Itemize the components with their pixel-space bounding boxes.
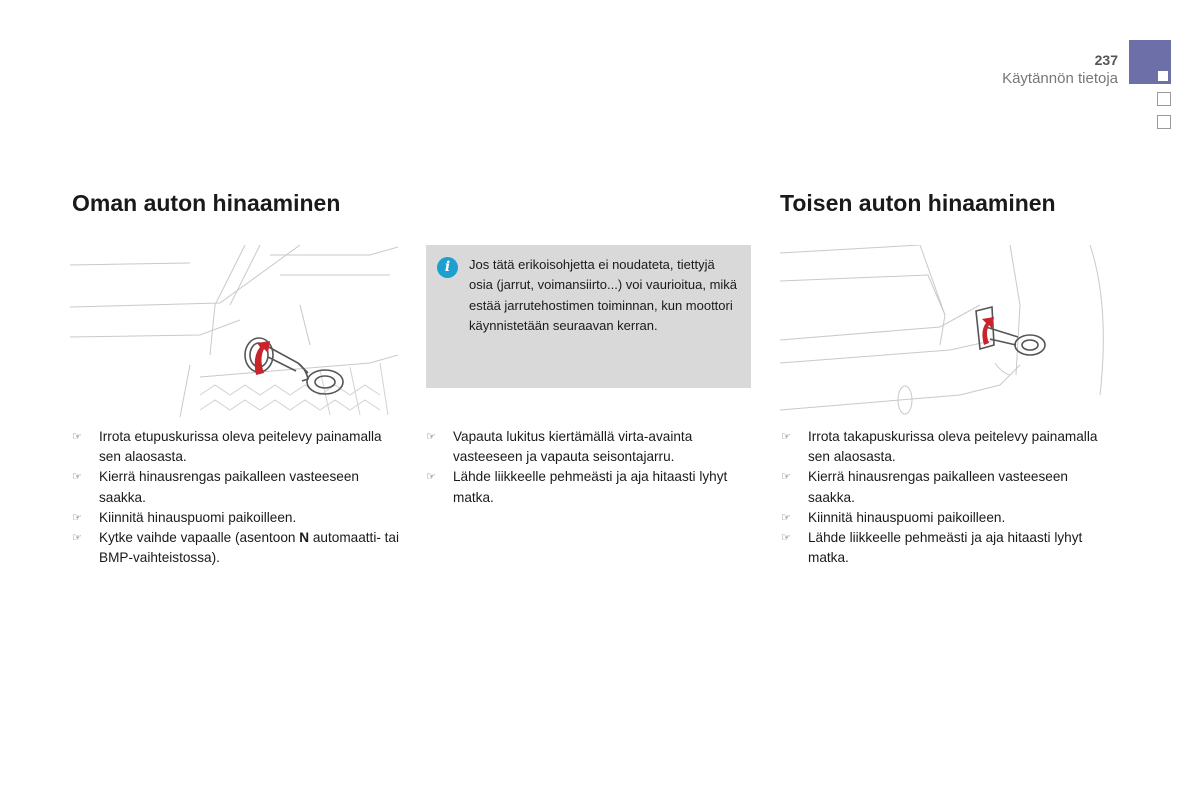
- info-box-text: Jos tätä erikoisohjetta ei noudateta, tiettyjä osia (jarrut, voimansiirto...) voi vaurioitua, mikä estää jarrutehostimen toiminnan, kun moottori käynnistetään seuraavan kerran.: [469, 257, 738, 333]
- hand-pointer-icon: ☞: [781, 431, 791, 443]
- chapter-nav-box-2[interactable]: [1157, 92, 1171, 106]
- rear-tow-hook-illustration: [780, 245, 1110, 417]
- list-item: ☞ Kytke vaihde vapaalle (asentoon N automaatti- tai BMP-vaihteistossa).: [72, 530, 400, 566]
- hand-pointer-icon: ☞: [72, 431, 82, 443]
- info-icon: i: [437, 257, 458, 278]
- own-car-steps-list: [72, 427, 402, 568]
- list-item: ☞ Lähde liikkeelle pehmeästi ja aja hitaasti lyhyt matka.: [781, 530, 1083, 566]
- list-item: ☞ Kierrä hinausrengas paikalleen vasteeseen saakka.: [72, 469, 359, 505]
- hand-pointer-icon: ☞: [72, 532, 82, 545]
- hand-pointer-icon: ☞: [781, 471, 791, 484]
- list-item: ☞ Irrota takapuskurissa oleva peitelevy painamalla sen alaosasta.: [781, 429, 1098, 465]
- list-item: ☞ Kiinnitä hinauspuomi paikoilleen.: [72, 508, 402, 528]
- hand-pointer-icon: ☞: [781, 511, 791, 524]
- section-title-own-car: Oman auton hinaaminen: [72, 190, 341, 216]
- other-car-steps-list: [781, 427, 1111, 568]
- hand-pointer-icon: ☞: [426, 471, 436, 484]
- chapter-nav-box-3[interactable]: [1157, 115, 1171, 129]
- list-item: ☞ Vapauta lukitus kiertämällä virta-avainta vasteeseen ja vapauta seisontajarru.: [426, 429, 693, 465]
- list-item: ☞ Kiinnitä hinauspuomi paikoilleen.: [781, 508, 1111, 528]
- gear-position-label: N: [299, 530, 310, 546]
- section-title-other-car: Toisen auton hinaaminen: [780, 190, 1056, 216]
- hand-pointer-icon: ☞: [781, 532, 791, 545]
- release-steps-list: [426, 427, 756, 508]
- list-item: ☞ Irrota etupuskurissa oleva peitelevy painamalla sen alaosasta.: [72, 429, 382, 465]
- warning-info-box: [426, 245, 751, 388]
- page-number: 237: [1094, 52, 1118, 68]
- hand-pointer-icon: ☞: [426, 431, 436, 443]
- hand-pointer-icon: ☞: [72, 471, 82, 484]
- list-item: ☞ Kierrä hinausrengas paikalleen vasteeseen saakka.: [781, 469, 1068, 505]
- list-item: ☞ Lähde liikkeelle pehmeästi ja aja hitaasti lyhyt matka.: [426, 469, 728, 505]
- chapter-title: Käytännön tietoja: [1002, 70, 1118, 87]
- chapter-tab-marker-icon: [1158, 71, 1168, 81]
- hand-pointer-icon: ☞: [72, 511, 82, 524]
- front-tow-hook-illustration: [70, 245, 398, 417]
- chapter-tab[interactable]: [1129, 40, 1171, 84]
